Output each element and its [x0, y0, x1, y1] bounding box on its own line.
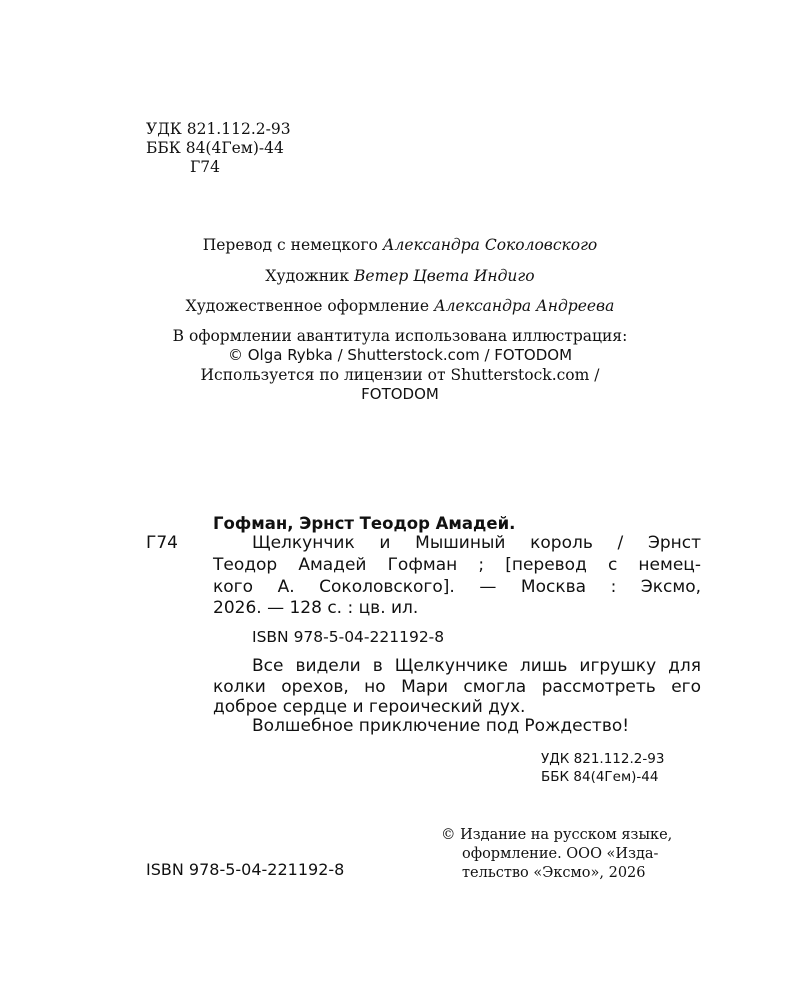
top-udk: УДК 821.112.2-93: [146, 120, 291, 138]
illustration-line-1: В оформлении авантитула использована иллюстрация:: [172, 327, 628, 345]
license-text: Используется по лицензии от Shutterstock.com /: [200, 366, 600, 384]
illustration-line-3: [0, 366, 800, 384]
annotation-line-3: доброе сердце и героический дух.: [213, 697, 526, 717]
copyright-line-3: тельство «Эксмо», 2026: [462, 865, 646, 881]
illustration-line-2: © Olga Rybka / Shutterstock.com / FOTODOM: [227, 346, 573, 364]
biblio-line-1: Щелкунчик и Мышиный король / Эрнст: [252, 533, 701, 553]
designer-name: Александра Андреева: [433, 297, 615, 315]
card-author-sign: Г74: [146, 533, 178, 553]
copyright-line-2: оформление. ООО «Изда-: [462, 846, 659, 862]
copyright-line-1: © Издание на русском языке,: [441, 827, 673, 843]
top-bbk: ББК 84(4Гем)-44: [146, 139, 284, 157]
card-udk: УДК 821.112.2-93: [541, 751, 665, 767]
translation-prefix: Перевод с немецкого: [202, 236, 378, 254]
annotation-line-1: Все видели в Щелкунчике лишь игрушку для: [252, 656, 701, 676]
translator-name: Александра Соколовского: [382, 236, 598, 254]
annotation-last: Волшебное приключение под Рождество!: [252, 716, 630, 736]
card-bbk: ББК 84(4Гем)-44: [541, 769, 659, 785]
annotation-line-2: колки орехов, но Мари смогла рассмотреть его: [213, 677, 701, 697]
biblio-line-3: кого А. Соколовского]. — Москва : Эксмо,: [213, 577, 701, 597]
artist-prefix: Художник: [265, 267, 350, 285]
top-author-sign: Г74: [190, 158, 220, 176]
design-credit: [0, 297, 800, 315]
illustration-line-4: FOTODOM: [361, 385, 439, 403]
biblio-line-2: Теодор Амадей Гофман ; [перевод с немец-: [213, 555, 701, 575]
artist-credit: [0, 267, 800, 285]
translation-credit: [0, 236, 800, 254]
card-isbn: ISBN 978-5-04-221192-8: [252, 628, 445, 646]
card-heading: Гофман, Эрнст Теодор Амадей.: [213, 514, 516, 533]
design-prefix: Художественное оформление: [185, 297, 429, 315]
artist-name: Ветер Цвета Индиго: [354, 267, 535, 285]
biblio-line-4: 2026. — 128 с. : цв. ил.: [213, 598, 419, 618]
footer-isbn: ISBN 978-5-04-221192-8: [146, 860, 345, 879]
